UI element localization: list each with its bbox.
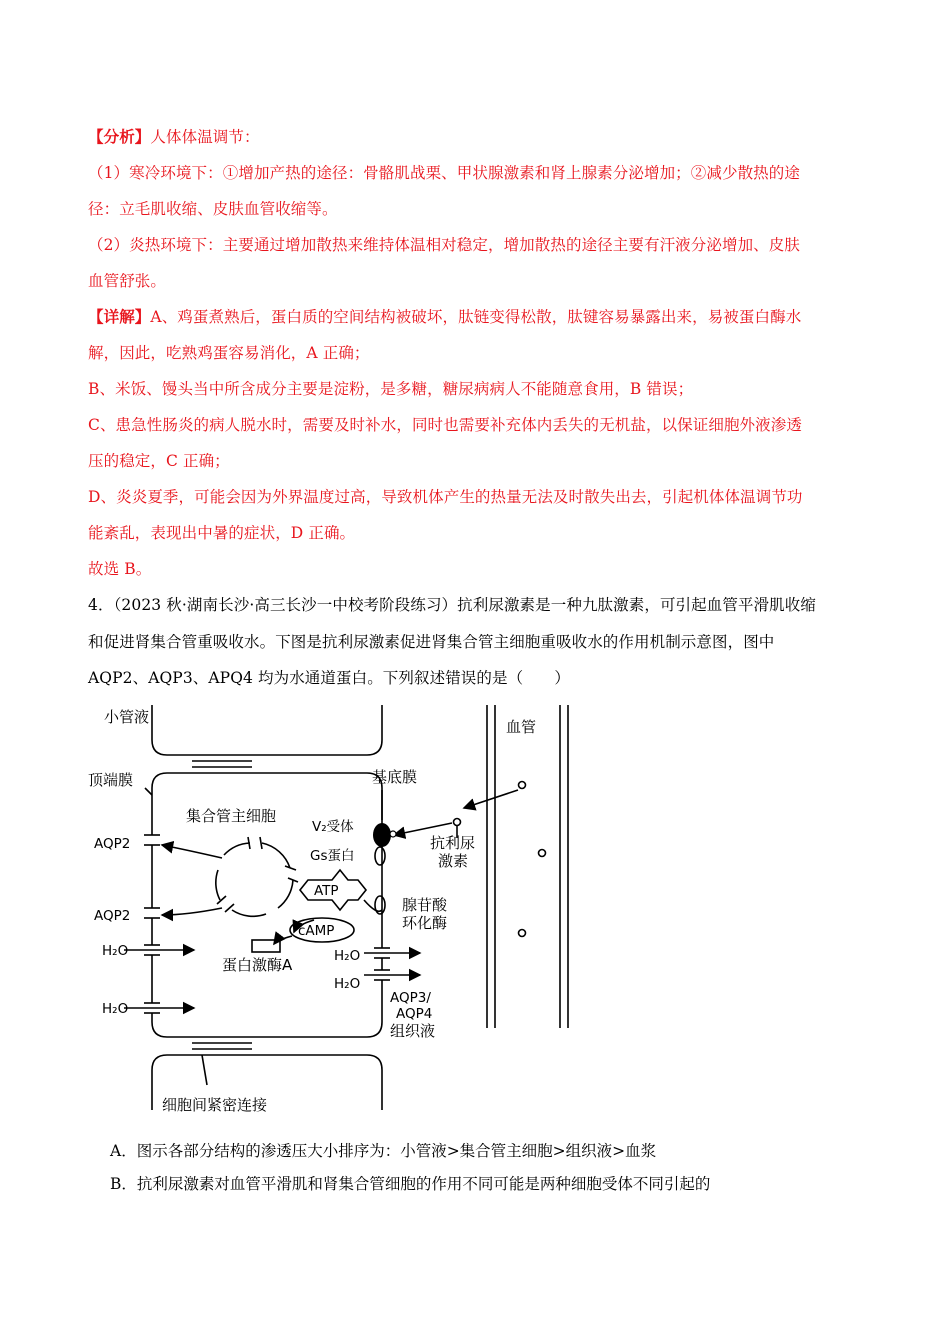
label-camp: cAMP [298, 923, 335, 939]
detail-c-line2: 压的稳定，C 正确； [88, 452, 230, 470]
analysis-label: 【分析】 [88, 127, 151, 146]
detail-d-line2: 能紊乱，表现出中暑的症状，D 正确。 [88, 524, 356, 542]
detail-d-line1: D、炎炎夏季，可能会因为外界温度过高，导致机体产生的热量无法及时散失出去，引起机体体温调节功 [88, 488, 803, 506]
label-adenylate-cyclase-2: 环化酶 [402, 914, 448, 932]
detail-a-line2: 解，因此，吃熟鸡蛋容易消化，A 正确； [88, 344, 370, 362]
option-a: A．图示各部分结构的渗透压大小排序为：小管液>集合管主细胞>组织液>血浆 [110, 1142, 657, 1160]
question-4-line3: AQP2、AQP3、APQ4 均为水通道蛋白。下列叙述错误的是（ ） [88, 669, 571, 687]
v2-receptor-shape [373, 823, 391, 847]
tubule-wall-left-top [152, 705, 192, 755]
label-interstitial-fluid: 组织液 [390, 1022, 436, 1040]
label-adh-1: 抗利尿 [430, 834, 476, 852]
label-aqp3: AQP3/ [390, 990, 431, 1006]
analysis-p2-line2: 血管舒张。 [88, 272, 167, 290]
apical-membrane-top [152, 773, 192, 835]
label-apical-membrane: 顶端膜 [88, 771, 134, 789]
adh-mechanism-diagram [82, 700, 602, 1120]
question-text-1: （2023 秋·湖南长沙·高三长沙一中校考阶段练习）抗利尿激素是一种九肽激素，可引起血管平滑肌收缩 [113, 596, 816, 614]
analysis-p1-line1: （1）寒冷环境下：①增加产热的途径：骨骼肌战栗、甲状腺激素和肾上腺素分泌增加；②减少散热的途 [88, 164, 800, 182]
label-aqp4: AQP4 [396, 1006, 433, 1022]
label-adenylate-cyclase-1: 腺苷酸 [402, 896, 448, 914]
analysis-title: 人体体温调节： [150, 128, 260, 146]
question-number: 4． [88, 596, 114, 614]
label-blood-vessel: 血管 [506, 718, 537, 736]
label-gs-protein: Gs蛋白 [310, 848, 355, 864]
label-adh-2: 激素 [438, 852, 469, 870]
question-4-line2: 和促进肾集合管重吸收水。下图是抗利尿激素促进肾集合管主细胞重吸收水的作用机制示意图，图中 [88, 633, 775, 651]
detail-a-line1 [88, 307, 863, 327]
label-tight-junction: 细胞间紧密连接 [162, 1096, 268, 1114]
detail-a-text: A、鸡蛋煮熟后，蛋白质的空间结构被破坏，肽链变得松散，肽键容易暴露出来，易被蛋白酶水 [150, 308, 802, 326]
analysis-p2-line1: （2）炎热环境下：主要通过增加散热来维持体温相对稳定，增加散热的途径主要有汗液分泌增加、皮肤 [88, 236, 800, 254]
label-v2-receptor: V₂受体 [312, 819, 354, 835]
question-4-line1 [88, 595, 863, 615]
vesicle-arc-1 [224, 843, 250, 855]
label-h2o-right-2: H₂O [334, 976, 361, 992]
detail-label: 【详解】 [88, 307, 151, 326]
label-h2o-left-1: H₂O [102, 943, 129, 959]
label-aqp2-bottom: AQP2 [94, 908, 131, 924]
tubule-wall-right-top [252, 705, 382, 755]
label-protein-kinase-a: 蛋白激酶A [222, 956, 293, 974]
detail-c-line1: C、患急性肠炎的病人脱水时，需要及时补水，同时也需要补充体内丢失的无机盐，以保证细胞外液渗透 [88, 416, 802, 434]
label-aqp2-top: AQP2 [94, 836, 131, 852]
option-b: B．抗利尿激素对血管平滑肌和肾集合管细胞的作用不同可能是两种细胞受体不同引起的 [110, 1175, 711, 1193]
label-principal-cell: 集合管主细胞 [186, 807, 277, 825]
analysis-p1-line2: 径：立毛肌收缩、皮肤血管收缩等。 [88, 200, 338, 218]
label-h2o-right-1: H₂O [334, 948, 361, 964]
analysis-heading-line [88, 127, 863, 147]
detail-b-line1: B、米饭、馒头当中所含成分主要是淀粉，是多糖，糖尿病病人不能随意食用，B 错误； [88, 380, 694, 398]
label-h2o-left-2: H₂O [102, 1001, 129, 1017]
label-tubule-fluid: 小管液 [104, 708, 150, 726]
answer-line: 故选 B。 [88, 560, 152, 578]
label-basement-membrane: 基底膜 [372, 768, 418, 786]
label-atp: ATP [314, 883, 339, 899]
